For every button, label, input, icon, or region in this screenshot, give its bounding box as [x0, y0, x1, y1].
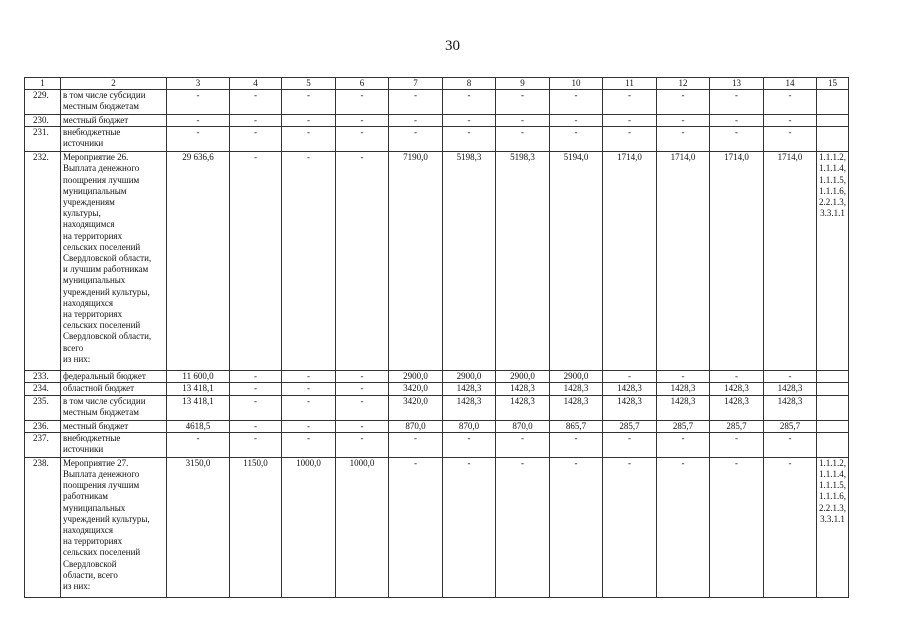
value-cell: 5194,0 — [550, 152, 603, 371]
value-cell: - — [282, 152, 336, 371]
value-cell: 2900,0 — [496, 371, 550, 383]
value-cell: 2900,0 — [550, 371, 603, 383]
value-cell: 870,0 — [496, 420, 550, 432]
column-header-1: 1 — [25, 78, 61, 90]
value-cell: 1714,0 — [603, 152, 657, 371]
column-header-12: 12 — [657, 78, 710, 90]
row-number: 236. — [25, 420, 61, 432]
value-cell: - — [657, 432, 710, 457]
column-header-5: 5 — [282, 78, 336, 90]
value-cell: - — [282, 371, 336, 383]
value-cell: 1428,3 — [550, 395, 603, 420]
value-cell: - — [336, 383, 389, 395]
value-cell: 1428,3 — [496, 383, 550, 395]
value-cell: 285,7 — [657, 420, 710, 432]
value-cell: 7190,0 — [389, 152, 443, 371]
row-number: 238. — [25, 457, 61, 597]
value-cell: - — [336, 395, 389, 420]
column-header-8: 8 — [443, 78, 496, 90]
value-cell: - — [230, 395, 282, 420]
value-cell: - — [496, 115, 550, 127]
value-cell: - — [230, 115, 282, 127]
value-cell: - — [167, 115, 230, 127]
value-cell: - — [657, 457, 710, 597]
value-cell: 1428,3 — [657, 395, 710, 420]
value-cell: - — [167, 127, 230, 152]
value-cell: - — [603, 115, 657, 127]
value-cell: - — [336, 420, 389, 432]
value-cell: - — [282, 383, 336, 395]
value-cell: 3420,0 — [389, 395, 443, 420]
row-name: Мероприятие 26. Выплата денежного поощрения лучшим муниципальным учреждениям культуры, находящимся на территориях сельских поселений Свердловской области, и лучшим работникам муниципальных учреждений культуры, находящихся на территориях сельских поселений Свердловской области, всего из них: — [61, 152, 167, 371]
value-cell: - — [496, 457, 550, 597]
row-name: внебюджетные источники — [61, 432, 167, 457]
value-cell: - — [443, 457, 496, 597]
value-cell: 1428,3 — [443, 383, 496, 395]
table-row — [25, 395, 849, 420]
value-cell: 29 636,6 — [167, 152, 230, 371]
value-cell: - — [657, 90, 710, 115]
value-cell: - — [230, 127, 282, 152]
value-cell: 1428,3 — [657, 383, 710, 395]
row-name: местный бюджет — [61, 115, 167, 127]
value-cell: 1714,0 — [764, 152, 817, 371]
value-cell: - — [603, 90, 657, 115]
value-cell: - — [550, 90, 603, 115]
value-cell: - — [230, 420, 282, 432]
table-row — [25, 115, 849, 127]
value-cell: - — [389, 115, 443, 127]
value-cell: - — [336, 115, 389, 127]
row-name: Мероприятие 27. Выплата денежного поощрения лучшим работникам муниципальных учреждений культуры, находящихся на территориях сельских поселений Свердловской области, всего из них: — [61, 457, 167, 597]
value-cell: - — [336, 152, 389, 371]
value-cell: - — [443, 90, 496, 115]
column-header-15: 15 — [817, 78, 849, 90]
value-cell: 13 418,1 — [167, 395, 230, 420]
table-row — [25, 152, 849, 371]
value-cell: 1428,3 — [496, 395, 550, 420]
reference-cell — [817, 115, 849, 127]
reference-cell — [817, 90, 849, 115]
value-cell: - — [336, 127, 389, 152]
value-cell: 4618,5 — [167, 420, 230, 432]
value-cell: 870,0 — [389, 420, 443, 432]
table-row — [25, 432, 849, 457]
value-cell: - — [550, 115, 603, 127]
value-cell: - — [496, 432, 550, 457]
value-cell: 1000,0 — [336, 457, 389, 597]
value-cell: - — [282, 420, 336, 432]
row-number: 234. — [25, 383, 61, 395]
value-cell: - — [550, 457, 603, 597]
value-cell: 1000,0 — [282, 457, 336, 597]
value-cell: - — [764, 457, 817, 597]
reference-cell — [817, 432, 849, 457]
value-cell: - — [282, 90, 336, 115]
table-row — [25, 127, 849, 152]
row-name: в том числе субсидии местным бюджетам — [61, 90, 167, 115]
value-cell: - — [710, 127, 764, 152]
column-header-7: 7 — [389, 78, 443, 90]
value-cell: 870,0 — [443, 420, 496, 432]
value-cell: - — [282, 115, 336, 127]
value-cell: 13 418,1 — [167, 383, 230, 395]
row-number: 230. — [25, 115, 61, 127]
row-name: в том числе субсидии местным бюджетам — [61, 395, 167, 420]
value-cell: 865,7 — [550, 420, 603, 432]
value-cell: - — [603, 127, 657, 152]
value-cell: 5198,3 — [496, 152, 550, 371]
budget-table — [24, 77, 849, 598]
header-row — [25, 78, 849, 90]
column-header-11: 11 — [603, 78, 657, 90]
value-cell: - — [282, 127, 336, 152]
value-cell: - — [603, 457, 657, 597]
reference-cell — [817, 383, 849, 395]
value-cell: 3150,0 — [167, 457, 230, 597]
value-cell: 3420,0 — [389, 383, 443, 395]
row-number: 237. — [25, 432, 61, 457]
row-number: 235. — [25, 395, 61, 420]
value-cell: - — [230, 432, 282, 457]
value-cell: 285,7 — [710, 420, 764, 432]
page-number: 30 — [445, 38, 460, 54]
table-row — [25, 371, 849, 383]
row-number: 232. — [25, 152, 61, 371]
value-cell: - — [496, 127, 550, 152]
reference-cell — [817, 371, 849, 383]
value-cell: - — [167, 432, 230, 457]
value-cell: 1428,3 — [710, 395, 764, 420]
value-cell: 1150,0 — [230, 457, 282, 597]
value-cell: 1428,3 — [764, 395, 817, 420]
value-cell: - — [443, 127, 496, 152]
column-header-9: 9 — [496, 78, 550, 90]
value-cell: 1428,3 — [443, 395, 496, 420]
table-body — [25, 78, 849, 598]
reference-cell — [817, 395, 849, 420]
value-cell: 1714,0 — [657, 152, 710, 371]
value-cell: - — [710, 432, 764, 457]
value-cell: - — [389, 127, 443, 152]
table-row — [25, 457, 849, 597]
table-row — [25, 420, 849, 432]
value-cell: - — [336, 432, 389, 457]
value-cell: - — [336, 90, 389, 115]
value-cell: - — [710, 371, 764, 383]
value-cell: - — [764, 371, 817, 383]
row-name: федеральный бюджет — [61, 371, 167, 383]
row-name: областной бюджет — [61, 383, 167, 395]
table-row — [25, 383, 849, 395]
column-header-4: 4 — [230, 78, 282, 90]
column-header-3: 3 — [167, 78, 230, 90]
value-cell: - — [657, 127, 710, 152]
value-cell: - — [443, 432, 496, 457]
value-cell: - — [764, 90, 817, 115]
table-row — [25, 90, 849, 115]
value-cell: 285,7 — [764, 420, 817, 432]
value-cell: 1428,3 — [764, 383, 817, 395]
value-cell: - — [657, 115, 710, 127]
value-cell: 2900,0 — [389, 371, 443, 383]
value-cell: - — [603, 432, 657, 457]
row-number: 231. — [25, 127, 61, 152]
value-cell: - — [389, 432, 443, 457]
row-number: 233. — [25, 371, 61, 383]
value-cell: - — [603, 371, 657, 383]
value-cell: - — [282, 395, 336, 420]
value-cell: - — [764, 432, 817, 457]
value-cell: 2900,0 — [443, 371, 496, 383]
value-cell: - — [167, 90, 230, 115]
row-name: местный бюджет — [61, 420, 167, 432]
value-cell: - — [764, 127, 817, 152]
row-name: внебюджетные источники — [61, 127, 167, 152]
column-header-14: 14 — [764, 78, 817, 90]
value-cell: 1428,3 — [603, 383, 657, 395]
column-header-13: 13 — [710, 78, 764, 90]
value-cell: - — [550, 127, 603, 152]
value-cell: - — [389, 457, 443, 597]
column-header-10: 10 — [550, 78, 603, 90]
value-cell: - — [389, 90, 443, 115]
row-number: 229. — [25, 90, 61, 115]
value-cell: 1428,3 — [603, 395, 657, 420]
value-cell: - — [230, 152, 282, 371]
value-cell: - — [710, 457, 764, 597]
value-cell: - — [496, 90, 550, 115]
value-cell: - — [443, 115, 496, 127]
value-cell: - — [710, 115, 764, 127]
value-cell: - — [657, 371, 710, 383]
value-cell: 1428,3 — [550, 383, 603, 395]
value-cell: - — [230, 383, 282, 395]
value-cell: 285,7 — [603, 420, 657, 432]
value-cell: - — [336, 371, 389, 383]
reference-cell — [817, 127, 849, 152]
column-header-2: 2 — [61, 78, 167, 90]
value-cell: - — [282, 432, 336, 457]
reference-cell: 1.1.1.2, 1.1.1.4, 1.1.1.5, 1.1.1.6, 2.2.1.3, 3.3.1.1 — [817, 152, 849, 371]
value-cell: 1714,0 — [710, 152, 764, 371]
value-cell: 1428,3 — [710, 383, 764, 395]
value-cell: 5198,3 — [443, 152, 496, 371]
reference-cell — [817, 420, 849, 432]
value-cell: - — [550, 432, 603, 457]
value-cell: - — [710, 90, 764, 115]
value-cell: - — [230, 371, 282, 383]
reference-cell: 1.1.1.2, 1.1.1.4, 1.1.1.5, 1.1.1.6, 2.2.1.3, 3.3.1.1 — [817, 457, 849, 597]
value-cell: 11 600,0 — [167, 371, 230, 383]
value-cell: - — [230, 90, 282, 115]
value-cell: - — [764, 115, 817, 127]
column-header-6: 6 — [336, 78, 389, 90]
